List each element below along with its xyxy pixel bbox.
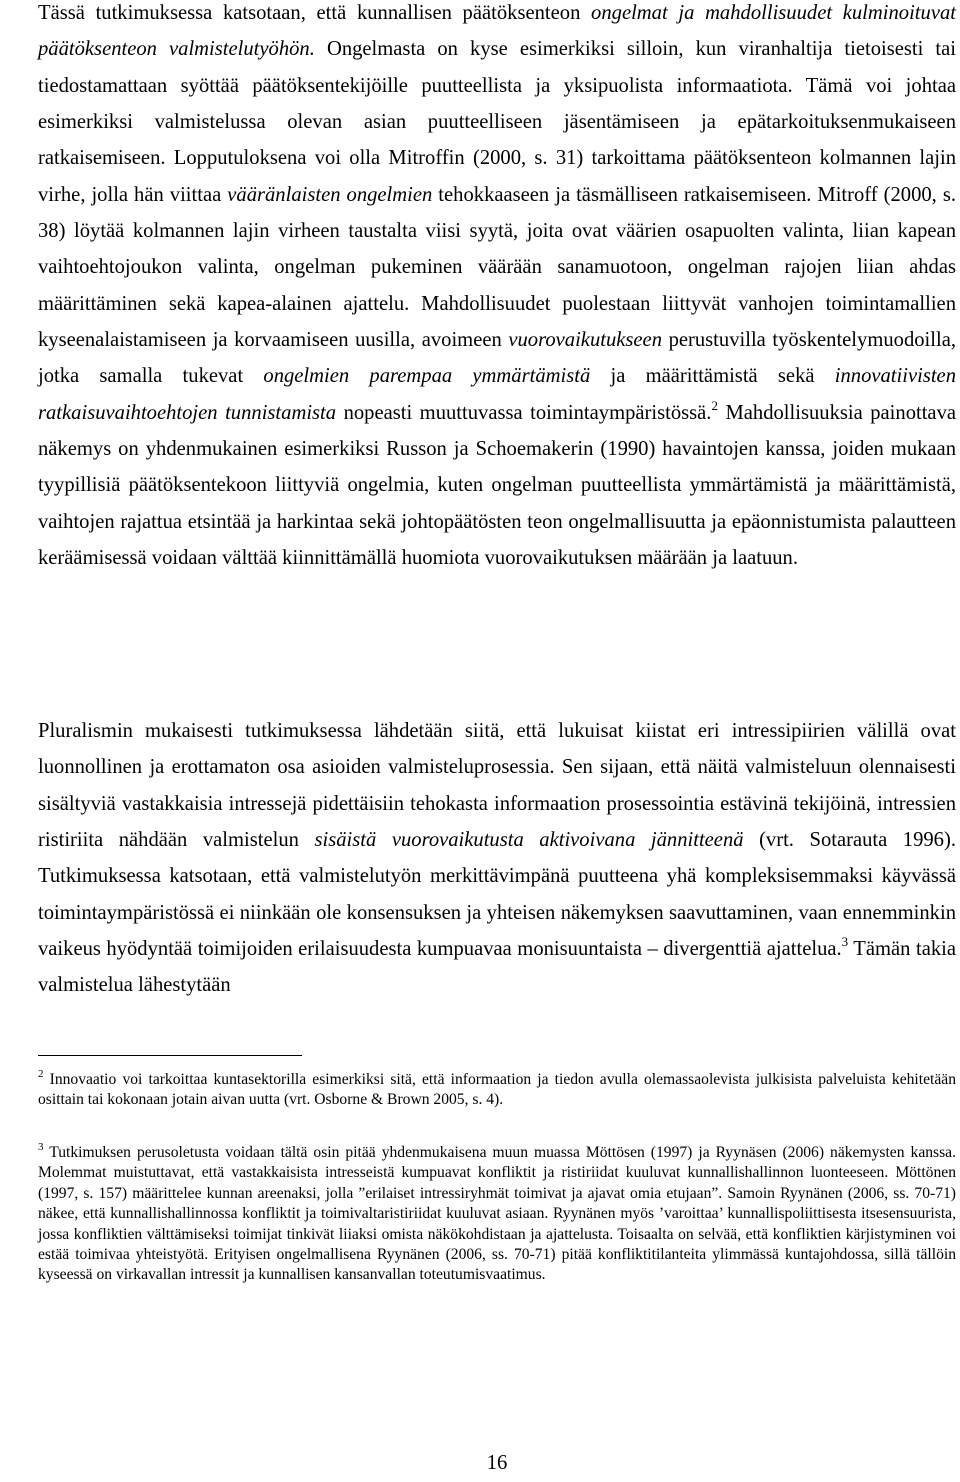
text-run: Tässä tutkimuksessa katsotaan, että kunnallisen päätöksenteon: [38, 2, 592, 24]
footnote-2: [38, 1070, 956, 1111]
page-number: 16: [486, 1452, 508, 1474]
body-paragraph-2: [38, 713, 956, 1004]
italic-emphasis: sisäistä vuorovaikutusta aktivoivana jännitteenä: [314, 829, 744, 852]
italic-emphasis: ongelmien parempaa ymmärtämistä: [263, 365, 591, 388]
italic-emphasis: vääränlaisten ongelmien: [227, 183, 433, 206]
footnote-2-number: 2: [38, 1068, 44, 1080]
text-run: Tämän takia valmistelua lähestytään: [38, 938, 956, 997]
text-run: (vrt. Sotarauta 1996). Tutkimuksessa katsotaan, että valmistelutyön merkittävimpänä puutteena yhä kompleksisemmaksi käyvässä toimintaympäristössä ei niinkään ole konsensuksen ja yhteisen näkemyksen saavuttaminen, vaan ennemminkin vaikeus hyödyntää toimijoiden erilaisuudesta kumpuavaa monisuuntaista – divergenttiä ajattelua.: [38, 829, 956, 961]
italic-emphasis: ongelmat ja mahdollisuudet kulminoituvat päätöksenteon valmistelutyöhön.: [38, 2, 956, 61]
text-run: Pluralismin mukaisesti tutkimuksessa lähdetään siitä, että lukuisat kiistat eri intressipiirien välillä ovat luonnollinen ja erottamaton osa asioiden valmisteluprosessia. Sen sijaan, että näitä valmisteluun olennaisesti sisältyviä vastakkaisia intressejä pidettäisiin tehokasta informaation prosessointia estävinä tekijöinä, intressien ristiriita nähdään valmistelun: [38, 720, 956, 852]
text-run: ja määrittämistä sekä: [590, 365, 835, 388]
text-run: nopeasti muuttuvassa toimintaympäristössä.: [336, 401, 712, 424]
text-run: tehokkaaseen ja täsmälliseen ratkaisemiseen. Mitroff (2000, s. 38) löytää kolmannen lajin virheen taustalta viisi syytä, joita ovat väärien osapuolten valinta, liian kapean vaihtoehtojoukon valinta, ongelman pukeminen väärään sanamuotoon, ongelman rajojen liian ahdas määrittäminen sekä kapea-alainen ajattelu. Mahdollisuudet puolestaan liittyvät vanhojen toimintamallien kyseenalaistamiseen ja korvaamiseen uusilla, avoimeen: [38, 183, 956, 352]
footnote-separator: [38, 1055, 302, 1056]
body-paragraph-1: [38, 0, 956, 577]
text-run: Ongelmasta on kyse esimerkiksi silloin, kun viranhaltija tietoisesti tai tiedostamattaan syöttää päätöksentekijöille puutteellista ja yksipuolista informaatiota. Tämä voi johtaa esimerkiksi valmistelussa olevan asian puutteelliseen jäsentämiseen ja epätarkoituksenmukaiseen ratkaisemiseen. Lopputuloksena voi olla Mitroffin (2000, s. 31) tarkoittama päätöksenteon kolmannen lajin virhe, jolla hän viittaa: [38, 38, 956, 206]
footnote-3: [38, 1143, 956, 1286]
footnote-reference: 2: [711, 397, 718, 413]
text-run: perustuvilla työskentelymuodoilla, jotka samalla tukevat: [38, 329, 956, 388]
italic-emphasis: vuorovaikutukseen: [508, 329, 662, 352]
text-run: Mahdollisuuksia painottava näkemys on yhdenmukainen esimerkiksi Russon ja Schoemakerin (1990) havaintojen kanssa, joiden mukaan tyypillisiä päätöksentekoon liittyviä ongelmia, kuten ongelman puutteellista ymmärtämistä ja määrittämistä, vaihtojen rajattua etsintää ja harkintaa sekä johtopäätösten teon ongelmallisuutta ja epäonnistumista palautteen keräämisessä voidaan välttää kiinnittämällä huomiota vuorovaikutuksen määrään ja laatuun.: [38, 401, 957, 570]
italic-emphasis: innovatiivisten ratkaisuvaihtoehtojen tunnistamista: [38, 365, 956, 424]
footnote-2-text: Innovaatio voi tarkoittaa kuntasektorilla esimerkiksi sitä, että informaation ja tiedon avulla olemassaolevista julkisista palveluista kehitetään osittain tai kokonaan jotain aivan uutta (vrt. Osborne & Brown 2005, s. 4).: [38, 1071, 956, 1109]
footnote-reference: 3: [841, 934, 849, 950]
footnote-3-text: Tutkimuksen perusoletusta voidaan tältä osin pitää yhdenmukaisena muun muassa Möttösen (1997) ja Ryynäsen (2006) näkemysten kanssa. Molemmat muistuttavat, että vastakkaisista intresseistä kumpuavat konfliktit ja ristiriidat kuuluvat kunnallishallinnon luonteeseen. Möttönen (1997, s. 157) määrittelee kunnan areenaksi, jolla ”erilaiset intressiryhmät toimivat ja ajavat omia etujaan”. Samoin Ryynänen (2006, ss. 70-71) näkee, että kunnallishallinnossa konfliktit ja toimivaltaristiriidat kuuluvat asiaan. Ryynänen myös ’varoittaa’ kunnallispoliittisesta itsesensuurista, jossa konfliktien välttämiseksi toimijat tinkivät liiaksi omista näkökohdistaan ja ajattelusta. Toisaalta on selvää, että konfliktien kärjistyminen voi estää toimivaa yhteistyötä. Erityisen ongelmallisena Ryynänen (2006, ss. 70-71) pitää konfliktitilanteita ylimmässä kuntajohdossa, sillä tällöin kyseessä on virkavallan intressit ja kunnallisen kansanvallan toteutumisvaatimus.: [38, 1144, 956, 1284]
footnote-3-number: 3: [38, 1141, 44, 1153]
